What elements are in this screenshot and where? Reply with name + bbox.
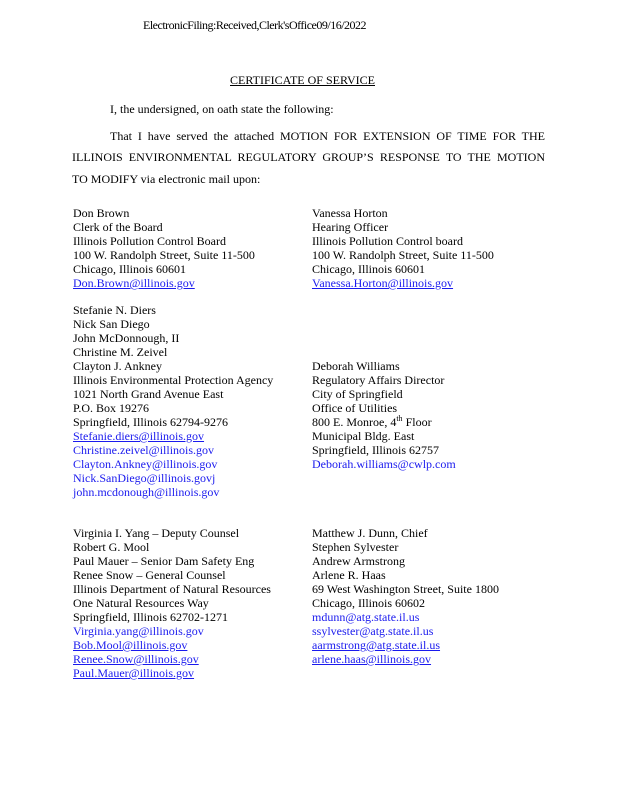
email-link[interactable]: Vanessa.Horton@illinois.gov: [312, 276, 454, 290]
recipient-brown: [73, 206, 255, 290]
service-statement-line-2: ILLINOIS ENVIRONMENTAL REGULATORY GROUP’S RESPONSE TO THE MOTION: [72, 150, 545, 164]
recipient-line: Illinois Pollution Control board: [312, 234, 464, 248]
recipient-line: Springfield, Illinois 62702-1271: [73, 610, 228, 624]
email-link[interactable]: Stefanie.diers@illinois.gov: [73, 429, 205, 443]
recipient-line: Vanessa Horton: [312, 206, 388, 220]
recipient-line: Arlene R. Haas: [312, 568, 386, 582]
recipient-line: Municipal Bldg. East: [312, 429, 415, 443]
recipient-horton: [312, 206, 494, 290]
email-link[interactable]: Renee.Snow@illinois.gov: [73, 652, 199, 666]
email-link[interactable]: Nick.SanDiego@illinois.govj: [73, 471, 216, 485]
recipient-line: 69 West Washington Street, Suite 1800: [312, 582, 499, 596]
email-link[interactable]: Don.Brown@illinois.gov: [73, 276, 195, 290]
recipient-line: Renee Snow – General Counsel: [73, 568, 226, 582]
recipient-idnr: [73, 526, 271, 680]
recipient-line: Nick San Diego: [73, 317, 150, 331]
recipient-line: Matthew J. Dunn, Chief: [312, 526, 428, 540]
page-title: CERTIFICATE OF SERVICE: [230, 73, 375, 87]
email-link[interactable]: john.mcdonough@illinois.gov: [73, 485, 220, 499]
recipient-line: Illinois Pollution Control Board: [73, 234, 227, 248]
service-statement-line-1: That I have served the attached MOTION FOR EXTENSION OF TIME FOR THE: [110, 129, 545, 143]
recipient-line: Clerk of the Board: [73, 220, 163, 234]
email-link[interactable]: Bob.Mool@illinois.gov: [73, 638, 188, 652]
recipient-line: Robert G. Mool: [73, 540, 150, 554]
recipient-line: One Natural Resources Way: [73, 596, 209, 610]
recipient-line: Stefanie N. Diers: [73, 303, 156, 317]
recipient-williams: [312, 359, 456, 471]
recipient-line: 100 W. Randolph Street, Suite 11-500: [312, 248, 494, 262]
recipient-line: Springfield, Illinois 62757: [312, 443, 439, 457]
recipient-line: Regulatory Affairs Director: [312, 373, 445, 387]
email-link[interactable]: mdunn@atg.state.il.us: [312, 610, 420, 624]
recipient-line: Illinois Environmental Protection Agency: [73, 373, 274, 387]
email-link[interactable]: Christine.zeivel@illinois.gov: [73, 443, 215, 457]
recipient-line: P.O. Box 19276: [73, 401, 150, 415]
oath-statement: I, the undersigned, on oath state the following:: [110, 102, 334, 116]
recipient-line: Chicago, Illinois 60602: [312, 596, 425, 610]
recipient-attorney-general: [312, 526, 499, 666]
recipient-line: Chicago, Illinois 60601: [73, 262, 186, 276]
address-street: 800 E. Monroe, 4: [312, 415, 397, 429]
recipient-line: Andrew Armstrong: [312, 554, 405, 568]
service-statement-line-3: TO MODIFY via electronic mail upon:: [72, 172, 261, 186]
recipient-line: Virginia I. Yang – Deputy Counsel: [73, 526, 240, 540]
email-link[interactable]: aarmstrong@atg.state.il.us: [312, 638, 441, 652]
email-link[interactable]: ssylvester@atg.state.il.us: [312, 624, 434, 638]
recipient-line: Clayton J. Ankney: [73, 359, 162, 373]
recipient-line: 1021 North Grand Avenue East: [73, 387, 224, 401]
ordinal-suffix: th: [396, 414, 403, 423]
recipient-line: Office of Utilities: [312, 401, 398, 415]
recipient-line: Paul Mauer – Senior Dam Safety Eng: [73, 554, 255, 568]
address-floor: Floor: [402, 415, 432, 429]
recipient-iepa: [73, 303, 273, 499]
filing-stamp: ElectronicFiling:Received,Clerk'sOffice09/16/2022: [143, 18, 367, 32]
recipient-line: John McDonnough, II: [73, 331, 180, 345]
recipient-line: Christine M. Zeivel: [73, 345, 168, 359]
recipient-line: Deborah Williams: [312, 359, 400, 373]
recipient-line: 100 W. Randolph Street, Suite 11-500: [73, 248, 255, 262]
recipient-line: Don Brown: [73, 206, 130, 220]
email-link[interactable]: arlene.haas@illinois.gov: [312, 652, 432, 666]
email-link[interactable]: Clayton.Ankney@illinois.gov: [73, 457, 218, 471]
recipient-address-line: [312, 415, 456, 429]
recipient-line: Chicago, Illinois 60601: [312, 262, 425, 276]
recipient-line: Stephen Sylvester: [312, 540, 399, 554]
recipient-line: Hearing Officer: [312, 220, 389, 234]
recipient-line: Illinois Department of Natural Resources: [73, 582, 271, 596]
email-link[interactable]: Paul.Mauer@illinois.gov: [73, 666, 195, 680]
email-link[interactable]: Virginia.yang@illinois.gov: [73, 624, 204, 638]
recipient-line: Springfield, Illinois 62794-9276: [73, 415, 228, 429]
email-link[interactable]: Deborah.williams@cwlp.com: [312, 457, 456, 471]
recipient-line: City of Springfield: [312, 387, 403, 401]
